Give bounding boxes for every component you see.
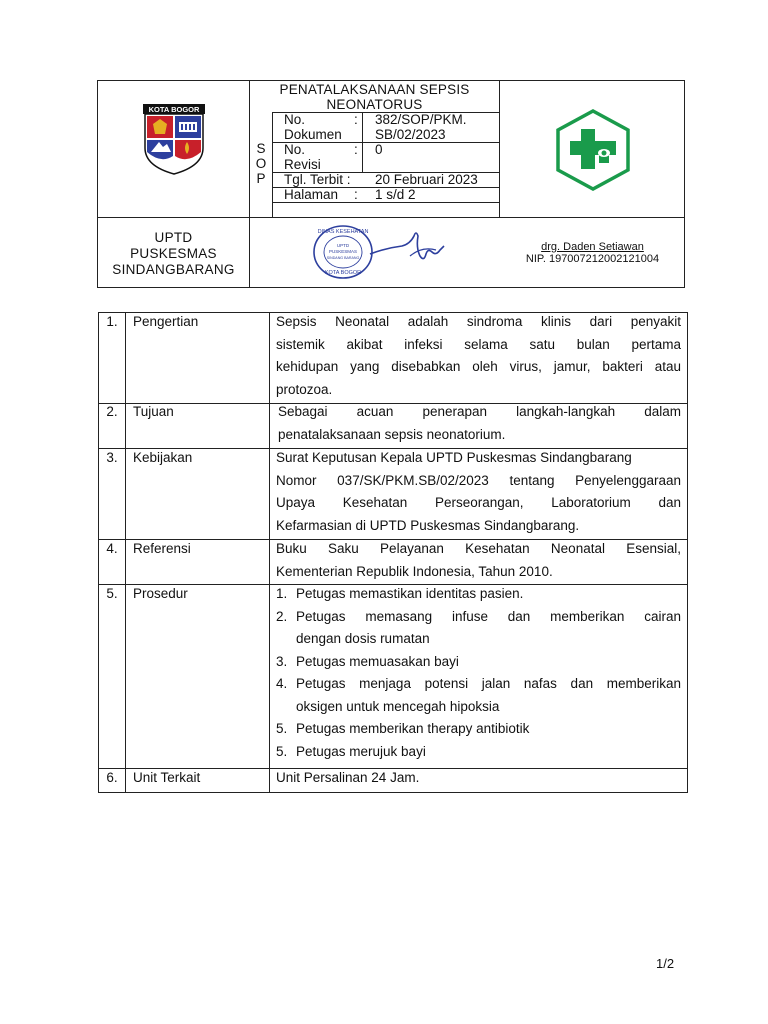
content-line: Kementerian Republik Indonesia, Tahun 2010. (276, 563, 553, 579)
content-line: oksigen untuk mencegah hipoksia (296, 698, 500, 714)
row-content (276, 311, 681, 401)
page-indicator: 1/2 (656, 956, 675, 971)
content-line: Petugas merujuk bayi (296, 743, 426, 759)
signer-name: drg. Daden Setiawan (541, 241, 644, 253)
signer-nip: NIP. 197007212002121004 (525, 253, 660, 265)
sop-letter: O (255, 156, 267, 171)
content-line: kehidupan yang disebabkan oleh virus, jamur, bakteri atau (276, 359, 681, 374)
content-line: Kefarmasian di UPTD Puskesmas Sindangbarang. (276, 517, 580, 533)
step-number: 5. (276, 743, 288, 759)
header-divider (499, 81, 500, 217)
content-line: Petugas memuasakan bayi (296, 653, 459, 669)
step-text (296, 673, 681, 718)
content-line: dengan dosis rumatan (296, 631, 430, 646)
step-text (296, 718, 681, 741)
procedure-step (276, 673, 681, 718)
row-number: 2. (106, 404, 118, 419)
header-divider (362, 112, 363, 142)
procedure-step (276, 606, 681, 651)
row-content (278, 401, 681, 446)
logo-banner-text: KOTA BOGOR (148, 105, 200, 114)
row-number: 4. (106, 541, 118, 556)
row-content (276, 767, 681, 790)
document-title (250, 82, 499, 112)
doc-number-label (284, 112, 342, 142)
row-number: 3. (106, 450, 118, 465)
content-line: Sepsis Neonatal adalah sindroma klinis dari penyakit (276, 314, 681, 329)
sop-letter: P (256, 171, 266, 186)
header-divider (272, 202, 499, 203)
header-divider (249, 81, 250, 288)
sop-label (251, 141, 271, 186)
stamp-text: DINAS KESEHATAN (317, 229, 369, 235)
label-text: Revisi (284, 157, 321, 172)
content-line: Petugas menjaga potensi jalan nafas dan memberikan (296, 676, 681, 691)
step-number: 5. (276, 721, 288, 736)
row-label: Referensi (133, 541, 191, 556)
content-line: Petugas memasang infuse dan memberikan cairan (296, 608, 681, 624)
value-text: 382/SOP/PKM. (375, 112, 467, 127)
sop-letter: S (256, 141, 266, 156)
row-label: Pengertian (133, 314, 199, 329)
table-divider (269, 313, 270, 793)
content-line: Nomor 037/SK/PKM.SB/02/2023 tentang Penyelenggaraan (276, 472, 681, 488)
content-line: Sebagai acuan penerapan langkah-langkah dalam (278, 404, 681, 419)
header-divider (98, 217, 685, 218)
content-line: Unit Persalinan 24 Jam. (276, 770, 420, 785)
row-content (276, 447, 681, 537)
revision-value: 0 (375, 142, 383, 157)
procedure-step (276, 583, 681, 606)
step-text (296, 583, 681, 606)
step-number: 1. (276, 586, 288, 601)
step-text (296, 651, 681, 674)
title-line: NEONATORUS (326, 97, 423, 112)
signature (366, 226, 446, 271)
page-label: Halaman (284, 187, 339, 202)
signer-block (500, 241, 685, 265)
procedure-step (276, 741, 681, 764)
sop-header-table (97, 80, 685, 288)
issue-date-value: 20 Februari 2023 (375, 172, 478, 187)
row-label: Prosedur (133, 586, 188, 601)
procedure-step (276, 651, 681, 674)
stamp-text: SINDANG BARANG (326, 256, 360, 260)
row-label: Unit Terkait (133, 770, 201, 785)
row-number: 1. (106, 314, 118, 329)
content-line: penatalaksanaan sepsis neonatorium. (278, 426, 506, 442)
content-line: Surat Keputusan Kepala UPTD Puskesmas Sindangbarang (276, 450, 632, 465)
content-line: Petugas memastikan identitas pasien. (296, 586, 524, 601)
content-line: sistemik akibat infeksi selama satu bulan pertama (276, 336, 681, 352)
stamp-text: PUSKESMAS (328, 249, 358, 254)
org-line: PUSKESMAS (130, 246, 217, 261)
step-number: 4. (276, 676, 288, 691)
content-line: Petugas memberikan therapy antibiotik (296, 721, 530, 736)
kota-bogor-logo (141, 104, 207, 176)
content-line: Buku Saku Pelayanan Kesehatan Neonatal Esensial, (276, 541, 681, 556)
row-content (276, 538, 681, 583)
label-text: Dokumen (284, 127, 342, 142)
step-number: 3. (276, 653, 288, 669)
row-label: Tujuan (133, 404, 174, 419)
step-text (296, 741, 681, 764)
content-line: protozoa. (276, 381, 333, 397)
step-number: 2. (276, 608, 288, 624)
colon: : (354, 142, 358, 157)
table-divider (125, 313, 126, 793)
procedure-list (276, 583, 681, 763)
label-text: No. (284, 112, 306, 127)
page-value: 1 s/d 2 (375, 187, 416, 202)
row-label: Kebijakan (133, 450, 193, 465)
sop-content-table (98, 312, 688, 793)
stamp-text: UPTD (336, 243, 350, 248)
revision-label (284, 142, 321, 172)
row-number: 6. (106, 770, 118, 785)
stamp-text: KOTA BOGOR (324, 270, 362, 276)
content-line: Upaya Kesehatan Perseorangan, Laboratorium dan (276, 495, 681, 510)
row-number: 5. (106, 586, 118, 601)
step-text (296, 606, 681, 651)
organization-name (98, 230, 249, 278)
colon: : (354, 112, 358, 127)
value-text: SB/02/2023 (375, 127, 446, 142)
doc-number-value (375, 112, 467, 142)
label-text: No. (284, 142, 306, 157)
procedure-step (276, 718, 681, 741)
org-line: UPTD (154, 230, 193, 245)
org-line: SINDANGBARANG (112, 262, 235, 277)
official-stamp (312, 223, 374, 281)
puskesmas-logo (554, 109, 632, 191)
header-divider (362, 142, 363, 172)
issue-date-label: Tgl. Terbit : (284, 172, 351, 187)
colon: : (354, 187, 358, 202)
title-line: PENATALAKSANAAN SEPSIS (279, 82, 470, 97)
